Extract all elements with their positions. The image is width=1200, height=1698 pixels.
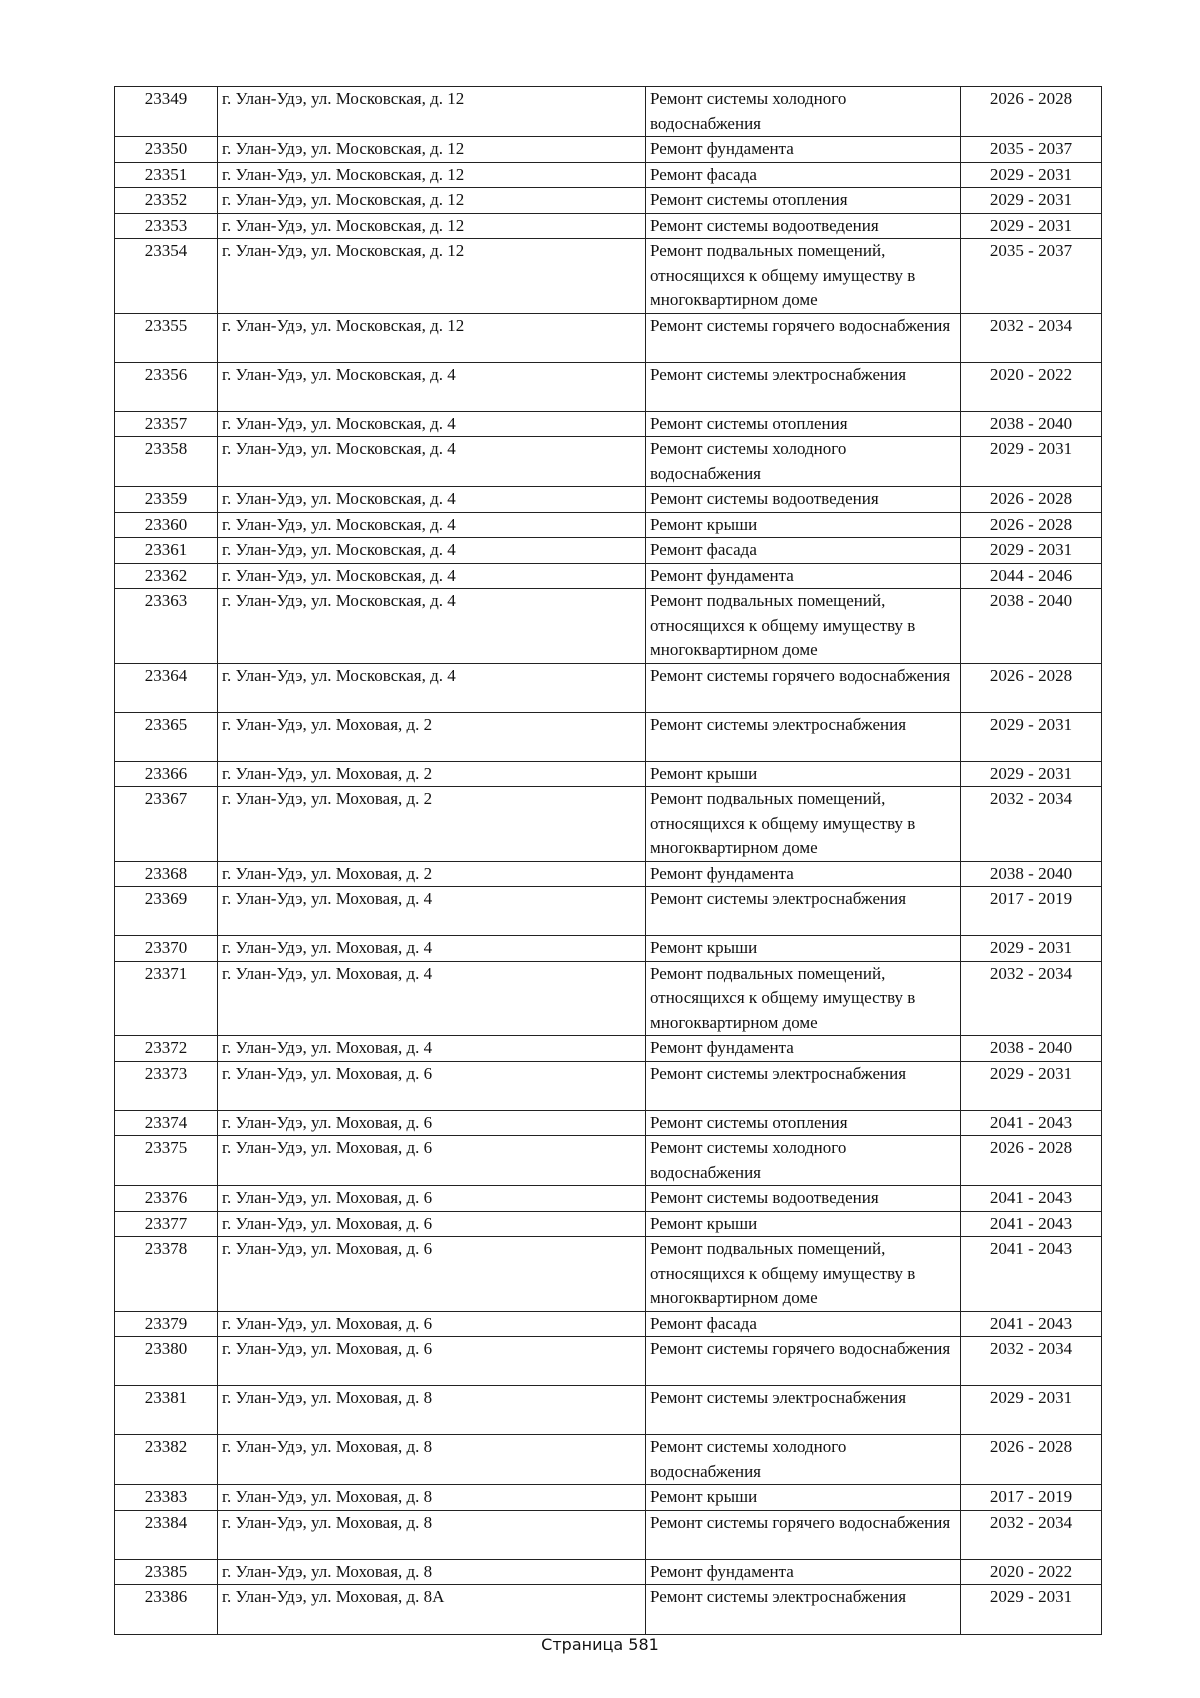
table-body: [115, 87, 1102, 1635]
row-number: 23350: [115, 137, 218, 163]
table-row: [115, 1485, 1102, 1511]
table-row: [115, 411, 1102, 437]
row-address: г. Улан-Удэ, ул. Московская, д. 12: [218, 137, 646, 163]
row-work-type: Ремонт системы горячего водоснабжения: [646, 313, 961, 362]
row-number: 23379: [115, 1311, 218, 1337]
row-years: 2026 - 2028: [961, 1435, 1102, 1485]
table-row: [115, 487, 1102, 513]
row-number: 23365: [115, 712, 218, 761]
row-work-type: Ремонт крыши: [646, 1485, 961, 1511]
row-number: 23375: [115, 1136, 218, 1186]
row-number: 23381: [115, 1386, 218, 1435]
table-row: [115, 589, 1102, 664]
row-work-type: Ремонт фундамента: [646, 1036, 961, 1062]
row-work-type: Ремонт системы холодного водоснабжения: [646, 87, 961, 137]
row-work-type: Ремонт системы электроснабжения: [646, 1585, 961, 1635]
row-work-type: Ремонт системы холодного водоснабжения: [646, 1435, 961, 1485]
row-number: 23367: [115, 787, 218, 862]
row-number: 23385: [115, 1559, 218, 1585]
row-number: 23370: [115, 936, 218, 962]
row-address: г. Улан-Удэ, ул. Моховая, д. 4: [218, 961, 646, 1036]
row-work-type: Ремонт подвальных помещений, относящихся к общему имуществу в многоквартирном доме: [646, 1237, 961, 1312]
table-row: [115, 663, 1102, 712]
row-work-type: Ремонт фасада: [646, 538, 961, 564]
row-address: г. Улан-Удэ, ул. Моховая, д. 6: [218, 1311, 646, 1337]
row-number: 23366: [115, 761, 218, 787]
row-work-type: Ремонт системы отопления: [646, 1110, 961, 1136]
row-years: 2029 - 2031: [961, 162, 1102, 188]
row-number: 23374: [115, 1110, 218, 1136]
row-years: 2032 - 2034: [961, 961, 1102, 1036]
row-address: г. Улан-Удэ, ул. Моховая, д. 4: [218, 936, 646, 962]
row-address: г. Улан-Удэ, ул. Московская, д. 4: [218, 487, 646, 513]
row-work-type: Ремонт фундамента: [646, 563, 961, 589]
row-number: 23352: [115, 188, 218, 214]
row-work-type: Ремонт системы холодного водоснабжения: [646, 1136, 961, 1186]
table-row: [115, 1559, 1102, 1585]
row-address: г. Улан-Удэ, ул. Моховая, д. 8А: [218, 1585, 646, 1635]
row-work-type: Ремонт системы горячего водоснабжения: [646, 663, 961, 712]
row-number: 23356: [115, 362, 218, 411]
row-number: 23372: [115, 1036, 218, 1062]
row-years: 2026 - 2028: [961, 1136, 1102, 1186]
row-work-type: Ремонт системы отопления: [646, 188, 961, 214]
row-years: 2029 - 2031: [961, 188, 1102, 214]
row-number: 23383: [115, 1485, 218, 1511]
table-row: [115, 1136, 1102, 1186]
page-number: Страница 581: [541, 1635, 659, 1654]
row-address: г. Улан-Удэ, ул. Моховая, д. 8: [218, 1386, 646, 1435]
row-years: 2041 - 2043: [961, 1237, 1102, 1312]
row-number: 23380: [115, 1337, 218, 1386]
row-address: г. Улан-Удэ, ул. Моховая, д. 4: [218, 887, 646, 936]
row-work-type: Ремонт крыши: [646, 761, 961, 787]
table-row: [115, 961, 1102, 1036]
table-row: [115, 1510, 1102, 1559]
row-address: г. Улан-Удэ, ул. Моховая, д. 4: [218, 1036, 646, 1062]
row-work-type: Ремонт системы электроснабжения: [646, 1386, 961, 1435]
row-address: г. Улан-Удэ, ул. Моховая, д. 8: [218, 1435, 646, 1485]
row-number: 23364: [115, 663, 218, 712]
row-number: 23386: [115, 1585, 218, 1635]
row-address: г. Улан-Удэ, ул. Моховая, д. 2: [218, 861, 646, 887]
table-row: [115, 1435, 1102, 1485]
row-address: г. Улан-Удэ, ул. Московская, д. 12: [218, 162, 646, 188]
row-address: г. Улан-Удэ, ул. Моховая, д. 8: [218, 1510, 646, 1559]
table-row: [115, 1211, 1102, 1237]
row-years: 2020 - 2022: [961, 1559, 1102, 1585]
row-work-type: Ремонт фундамента: [646, 861, 961, 887]
table-row: [115, 1386, 1102, 1435]
row-years: 2035 - 2037: [961, 239, 1102, 314]
row-years: 2041 - 2043: [961, 1311, 1102, 1337]
row-number: 23371: [115, 961, 218, 1036]
row-years: 2032 - 2034: [961, 1337, 1102, 1386]
row-years: 2029 - 2031: [961, 936, 1102, 962]
row-number: 23360: [115, 512, 218, 538]
row-work-type: Ремонт системы водоотведения: [646, 487, 961, 513]
row-work-type: Ремонт системы электроснабжения: [646, 712, 961, 761]
row-address: г. Улан-Удэ, ул. Моховая, д. 2: [218, 712, 646, 761]
table-row: [115, 787, 1102, 862]
row-years: 2026 - 2028: [961, 512, 1102, 538]
row-years: 2041 - 2043: [961, 1211, 1102, 1237]
row-work-type: Ремонт системы горячего водоснабжения: [646, 1510, 961, 1559]
table-row: [115, 563, 1102, 589]
table-row: [115, 1585, 1102, 1635]
row-address: г. Улан-Удэ, ул. Моховая, д. 8: [218, 1485, 646, 1511]
row-number: 23349: [115, 87, 218, 137]
row-years: 2032 - 2034: [961, 313, 1102, 362]
table-row: [115, 712, 1102, 761]
row-years: 2029 - 2031: [961, 1585, 1102, 1635]
row-address: г. Улан-Удэ, ул. Московская, д. 12: [218, 239, 646, 314]
row-number: 23353: [115, 213, 218, 239]
row-address: г. Улан-Удэ, ул. Московская, д. 12: [218, 213, 646, 239]
row-address: г. Улан-Удэ, ул. Моховая, д. 6: [218, 1337, 646, 1386]
row-years: 2035 - 2037: [961, 137, 1102, 163]
row-address: г. Улан-Удэ, ул. Московская, д. 4: [218, 663, 646, 712]
row-work-type: Ремонт фасада: [646, 1311, 961, 1337]
row-number: 23368: [115, 861, 218, 887]
row-work-type: Ремонт подвальных помещений, относящихся к общему имуществу в многоквартирном доме: [646, 239, 961, 314]
row-address: г. Улан-Удэ, ул. Московская, д. 12: [218, 313, 646, 362]
table-row: [115, 313, 1102, 362]
row-years: 2032 - 2034: [961, 787, 1102, 862]
row-number: 23363: [115, 589, 218, 664]
row-years: 2038 - 2040: [961, 411, 1102, 437]
row-address: г. Улан-Удэ, ул. Московская, д. 4: [218, 411, 646, 437]
row-address: г. Улан-Удэ, ул. Моховая, д. 6: [218, 1211, 646, 1237]
table-row: [115, 861, 1102, 887]
row-years: 2029 - 2031: [961, 538, 1102, 564]
row-address: г. Улан-Удэ, ул. Моховая, д. 6: [218, 1237, 646, 1312]
row-years: 2029 - 2031: [961, 213, 1102, 239]
row-years: 2038 - 2040: [961, 861, 1102, 887]
row-years: 2029 - 2031: [961, 761, 1102, 787]
row-address: г. Улан-Удэ, ул. Московская, д. 4: [218, 538, 646, 564]
row-years: 2017 - 2019: [961, 887, 1102, 936]
row-years: 2044 - 2046: [961, 563, 1102, 589]
row-address: г. Улан-Удэ, ул. Московская, д. 12: [218, 188, 646, 214]
table-row: [115, 1237, 1102, 1312]
table-row: [115, 512, 1102, 538]
row-years: 2038 - 2040: [961, 1036, 1102, 1062]
row-number: 23384: [115, 1510, 218, 1559]
row-work-type: Ремонт крыши: [646, 936, 961, 962]
table-row: [115, 761, 1102, 787]
table-row: [115, 1061, 1102, 1110]
row-number: 23361: [115, 538, 218, 564]
row-number: 23355: [115, 313, 218, 362]
row-work-type: Ремонт фундамента: [646, 1559, 961, 1585]
row-work-type: Ремонт системы электроснабжения: [646, 887, 961, 936]
row-address: г. Улан-Удэ, ул. Моховая, д. 2: [218, 787, 646, 862]
table-row: [115, 239, 1102, 314]
row-work-type: Ремонт системы холодного водоснабжения: [646, 437, 961, 487]
row-work-type: Ремонт крыши: [646, 1211, 961, 1237]
row-number: 23354: [115, 239, 218, 314]
table-row: [115, 887, 1102, 936]
row-number: 23357: [115, 411, 218, 437]
row-work-type: Ремонт системы горячего водоснабжения: [646, 1337, 961, 1386]
row-years: 2029 - 2031: [961, 1061, 1102, 1110]
row-years: 2032 - 2034: [961, 1510, 1102, 1559]
row-work-type: Ремонт подвальных помещений, относящихся к общему имуществу в многоквартирном доме: [646, 589, 961, 664]
row-work-type: Ремонт крыши: [646, 512, 961, 538]
row-work-type: Ремонт системы электроснабжения: [646, 362, 961, 411]
row-number: 23377: [115, 1211, 218, 1237]
row-number: 23359: [115, 487, 218, 513]
row-years: 2041 - 2043: [961, 1186, 1102, 1212]
row-years: 2017 - 2019: [961, 1485, 1102, 1511]
row-number: 23378: [115, 1237, 218, 1312]
row-years: 2041 - 2043: [961, 1110, 1102, 1136]
row-address: г. Улан-Удэ, ул. Московская, д. 4: [218, 437, 646, 487]
table-row: [115, 1186, 1102, 1212]
row-address: г. Улан-Удэ, ул. Моховая, д. 6: [218, 1186, 646, 1212]
row-number: 23373: [115, 1061, 218, 1110]
row-years: 2029 - 2031: [961, 712, 1102, 761]
row-years: 2026 - 2028: [961, 487, 1102, 513]
row-years: 2026 - 2028: [961, 87, 1102, 137]
table-row: [115, 188, 1102, 214]
row-number: 23369: [115, 887, 218, 936]
table-row: [115, 1311, 1102, 1337]
table-row: [115, 162, 1102, 188]
row-address: г. Улан-Удэ, ул. Моховая, д. 6: [218, 1061, 646, 1110]
table-row: [115, 936, 1102, 962]
row-address: г. Улан-Удэ, ул. Московская, д. 4: [218, 563, 646, 589]
row-years: 2029 - 2031: [961, 1386, 1102, 1435]
table-row: [115, 87, 1102, 137]
row-number: 23351: [115, 162, 218, 188]
row-address: г. Улан-Удэ, ул. Московская, д. 4: [218, 512, 646, 538]
table-row: [115, 1036, 1102, 1062]
row-address: г. Улан-Удэ, ул. Моховая, д. 6: [218, 1110, 646, 1136]
row-number: 23376: [115, 1186, 218, 1212]
table-row: [115, 437, 1102, 487]
table-row: [115, 362, 1102, 411]
row-work-type: Ремонт подвальных помещений, относящихся к общему имуществу в многоквартирном доме: [646, 961, 961, 1036]
row-work-type: Ремонт подвальных помещений, относящихся к общему имуществу в многоквартирном доме: [646, 787, 961, 862]
row-years: 2026 - 2028: [961, 663, 1102, 712]
row-years: 2038 - 2040: [961, 589, 1102, 664]
row-work-type: Ремонт системы водоотведения: [646, 213, 961, 239]
row-number: 23362: [115, 563, 218, 589]
row-address: г. Улан-Удэ, ул. Московская, д. 4: [218, 589, 646, 664]
row-number: 23382: [115, 1435, 218, 1485]
row-address: г. Улан-Удэ, ул. Моховая, д. 8: [218, 1559, 646, 1585]
row-number: 23358: [115, 437, 218, 487]
table-row: [115, 213, 1102, 239]
table-row: [115, 1337, 1102, 1386]
row-years: 2020 - 2022: [961, 362, 1102, 411]
table-row: [115, 137, 1102, 163]
row-address: г. Улан-Удэ, ул. Московская, д. 4: [218, 362, 646, 411]
row-work-type: Ремонт системы электроснабжения: [646, 1061, 961, 1110]
table-row: [115, 538, 1102, 564]
row-work-type: Ремонт системы водоотведения: [646, 1186, 961, 1212]
row-address: г. Улан-Удэ, ул. Московская, д. 12: [218, 87, 646, 137]
row-years: 2029 - 2031: [961, 437, 1102, 487]
row-work-type: Ремонт фасада: [646, 162, 961, 188]
row-work-type: Ремонт системы отопления: [646, 411, 961, 437]
row-address: г. Улан-Удэ, ул. Моховая, д. 6: [218, 1136, 646, 1186]
row-address: г. Улан-Удэ, ул. Моховая, д. 2: [218, 761, 646, 787]
table-row: [115, 1110, 1102, 1136]
row-work-type: Ремонт фундамента: [646, 137, 961, 163]
repair-schedule-table: [114, 86, 1102, 1635]
